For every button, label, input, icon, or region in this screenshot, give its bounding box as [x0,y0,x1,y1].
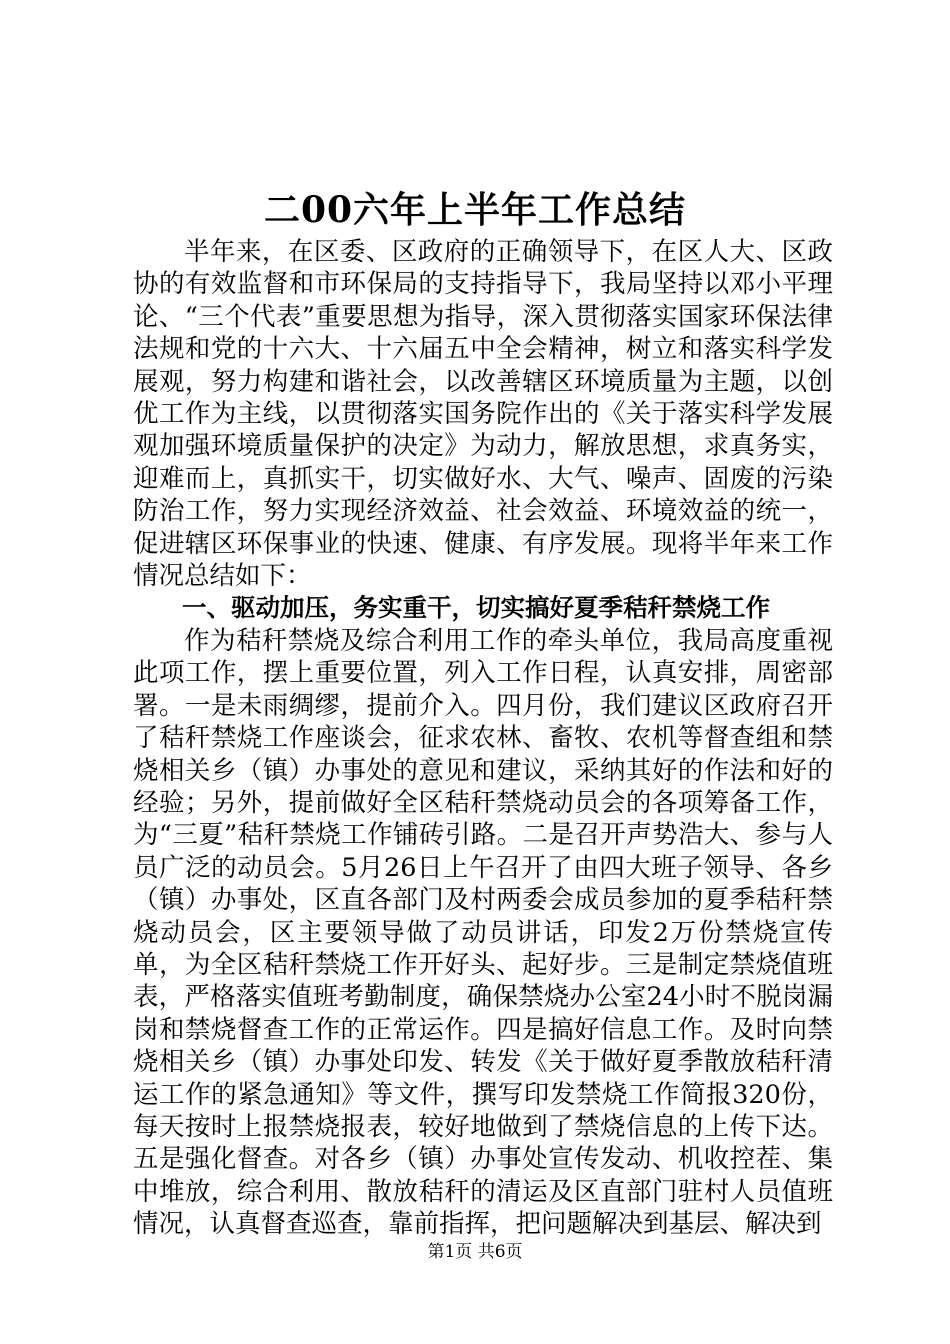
document-title: 二00六年上半年工作总结 [263,189,687,231]
intro-paragraph: 半年来，在区委、区政府的正确领导下，在区人大、区政协的有效监督和市环保局的支持指导下，我局坚持以邓小平理论、“三个代表”重要思想为指导，深入贯彻落实国家环保法律法规和党的十六大、十六届五中全会精神，树立和落实科学发展观，努力构建和谐社会，以改善辖区环境质量为主题，以创优工作为主线，以贯彻落实国务院作出的《关于落实科学发展观加强环境质量保护的决定》为动力，解放思想，求真务实，迎难而上，真抓实干，切实做好水、大气、噪声、固废的污染防治工作，努力实现经济效益、社会效益、环境效益的统一，促进辖区环保事业的快速、健康、有序发展。现将半年来工作情况总结如下： [133,237,833,592]
section-heading-1: 一、驱动加压，务实重干，切实搞好夏季秸秆禁烧工作 [182,593,770,623]
section-1-paragraph: 作为秸秆禁烧及综合利用工作的牵头单位，我局高度重视此项工作，摆上重要位置，列入工作日程，认真安排，周密部署。一是未雨绸缪，提前介入。四月份，我们建议区政府召开了秸秆禁烧工作座谈会，征求农林、畜牧、农机等督查组和禁烧相关乡（镇）办事处的意见和建议，采纳其好的作法和好的经验；另外，提前做好全区秸秆禁烧动员会的各项筹备工作，为“三夏”秸秆禁烧工作铺砖引路。二是召开声势浩大、参与人员广泛的动员会。5月26日上午召开了由四大班子领导、各乡（镇）办事处，区直各部门及村两委会成员参加的夏季秸秆禁烧动员会，区主要领导做了动员讲话，印发2万份禁烧宣传单，为全区秸秆禁烧工作开好头、起好步。三是制定禁烧值班表，严格落实值班考勤制度，确保禁烧办公室24小时不脱岗漏岗和禁烧督查工作的正常运作。四是搞好信息工作。及时向禁烧相关乡（镇）办事处印发、转发《关于做好夏季散放秸秆清运工作的紧急通知》等文件，撰写印发禁烧工作简报320份，每天按时上报禁烧报表，较好地做到了禁烧信息的上传下达。五是强化督查。对各乡（镇）办事处宣传发动、机收控茬、集中堆放，综合利用、散放秸秆的清运及区直部门驻村人员值班情况，认真督查巡查，靠前指挥，把问题解决到基层、解决到 [133,625,833,1240]
document-body [133,236,833,1241]
page-footer: 第1页 共6页 [427,1242,523,1262]
